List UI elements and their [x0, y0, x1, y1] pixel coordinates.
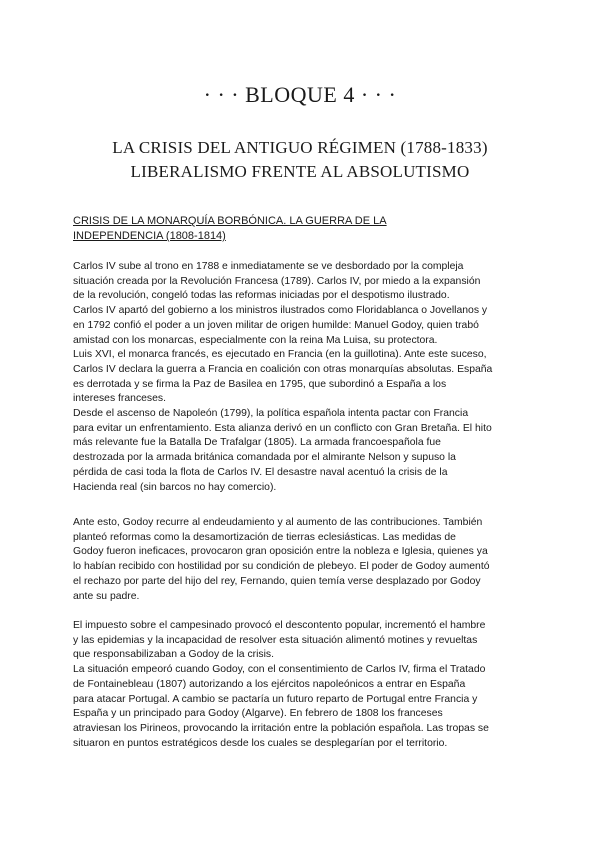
paragraph-3 [73, 516, 533, 604]
paragraph-line: amistad con los monarcas, especialmente con la reina Ma Luisa, su protectora. [73, 334, 438, 346]
paragraph-line: Carlos IV apartó del gobierno a los ministros ilustrados como Floridablanca o Jovellanos y [73, 305, 488, 317]
paragraph-line: intereses franceses. [73, 393, 166, 405]
paragraph-line: Carlos IV declara la guerra a Francia en coalición con otras monarquías absolutas. España [73, 363, 493, 375]
title-line-2: LIBERALISMO FRENTE AL ABSOLUTISMO [130, 162, 470, 181]
paragraph-line: atraviesan los Pirineos, provocando la irritación entre la población española. Las tropas se [73, 722, 489, 734]
bloque-heading: · · · BLOQUE 4 · · · [203, 82, 397, 107]
paragraph-line: planteó reformas como la desamortización de tierras eclesiásticas. Las medidas de [73, 531, 456, 543]
paragraph-line: de la revolución, congeló todas las reformas iniciadas por el despotismo ilustrado. [73, 290, 450, 302]
paragraph-line: Desde el ascenso de Napoleón (1799), la política española intenta pactar con Francia [73, 408, 469, 419]
paragraph-line: que responsabilizaban a Godoy de la crisis. [73, 649, 275, 661]
paragraph-2 [73, 407, 533, 495]
paragraph-line: es derrotada y se firma la Paz de Basilea en 1795, que subordinó a España a los [73, 378, 447, 390]
paragraph-line: Hacienda real (sin barcos no hay comercio). [73, 481, 277, 493]
paragraph-line: La situación empeoró cuando Godoy, con el consentimiento de Carlos IV, firma el Tratado [73, 664, 486, 676]
paragraph-line: para atacar Portugal. A cambio se pactaría un futuro reparto de Portugal entre Francia y [73, 693, 478, 705]
paragraph-line: España y un principado para Godoy (Algarve). En febrero de 1808 los franceses [73, 708, 443, 720]
section-heading [73, 214, 403, 244]
paragraph-line: Ante esto, Godoy recurre al endeudamiento y al aumento de las contribuciones. También [73, 517, 483, 528]
paragraph-line: y las epidemias y la incapacidad de resolver esta situación alimentó motines y revueltas [73, 634, 478, 646]
title-line-1: LA CRISIS DEL ANTIGUO RÉGIMEN (1788-1833) [112, 138, 488, 157]
section-heading-line-2: INDEPENDENCIA (1808-1814) [73, 230, 226, 242]
paragraph-line: de Fontainebleau (1807) autorizando a los ejércitos napoleónicos a entrar en España [73, 678, 466, 690]
paragraph-line: Carlos IV sube al trono en 1788 e inmediatamente se ve desbordado por la compleja [73, 261, 464, 272]
paragraph-line: más relevante fue la Batalla De Trafalgar (1805). La armada francoespañola fue [73, 437, 441, 449]
paragraph-1 [73, 260, 533, 407]
paragraph-line: Luis XVI, el monarca francés, es ejecutado en Francia (en la guillotina). Ante este suceso, [73, 349, 487, 361]
paragraph-line: ante su padre. [73, 590, 140, 602]
paragraph-line: Godoy fueron ineficaces, provocaron gran oposición entre la nobleza e Iglesia, quienes ya [73, 546, 488, 558]
paragraph-line: situación creada por la Revolución Francesa (1789). Carlos IV, por miedo a la expansión [73, 275, 481, 287]
paragraph-line: situaron en puntos estratégicos desde los cuales se desplegarían por el territorio. [73, 737, 448, 749]
paragraph-line: El impuesto sobre el campesinado provocó el descontento popular, incrementó el hambre [73, 620, 486, 631]
paragraph-line: para evitar un enfrentamiento. Esta alianza derivó en un conflicto con Gran Bretaña. El hito [73, 422, 492, 434]
paragraph-line: lo habían recibido con hostilidad por su condición de plebeyo. El poder de Godoy aumentó [73, 561, 490, 573]
paragraph-line: en 1792 confió el poder a un joven militar de origen humilde: Manuel Godoy, quien trabó [73, 319, 479, 331]
section-heading-line-1: CRISIS DE LA MONARQUÍA BORBÓNICA. LA GUERRA DE LA [73, 215, 387, 227]
paragraph-4 [73, 619, 533, 751]
paragraph-line: destrozada por la armada británica comandada por el almirante Nelson y supuso la [73, 452, 456, 464]
paragraph-line: el rechazo por parte del hijo del rey, Fernando, quien temía verse desplazado por Godoy [73, 575, 481, 587]
paragraph-line: pérdida de casi toda la flota de Carlos IV. El desastre naval acentuó la crisis de la [73, 466, 448, 478]
